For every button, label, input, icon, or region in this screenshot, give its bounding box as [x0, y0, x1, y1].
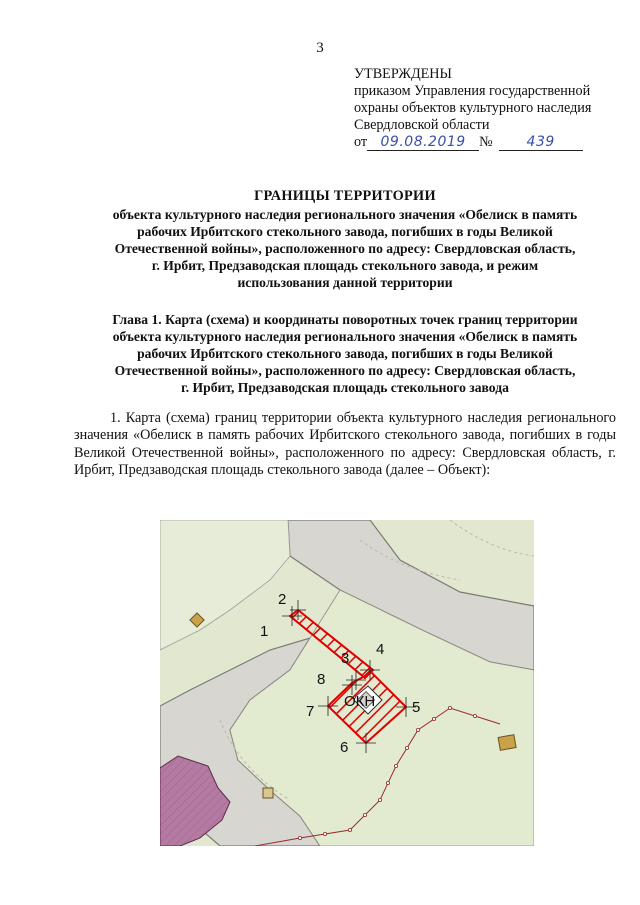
order-date: 09.08.2019 [367, 135, 479, 151]
point-label-5: 5 [412, 699, 421, 716]
point-label-3: 3 [341, 650, 350, 667]
point-label-6: 6 [340, 739, 349, 756]
approval-order-row [354, 134, 624, 151]
chapter-line: объекта культурного наследия регионального значения «Обелиск в память [112, 329, 578, 344]
approval-line: Свердловской области [354, 117, 490, 133]
approval-line: охраны объектов культурного наследия [354, 100, 592, 116]
map-svg [160, 520, 534, 846]
document-title: ГРАНИЦЫ ТЕРРИТОРИИ [254, 188, 436, 204]
map-object [498, 735, 516, 751]
chapter-line: Глава 1. Карта (схема) и координаты поворотных точек границ территории [112, 312, 578, 327]
point-label-1: 1 [260, 623, 269, 640]
point-label-8: 8 [317, 671, 326, 688]
map-object [263, 788, 273, 798]
chapter-line: Отечественной войны», расположенного по адресу: Свердловская область, [114, 363, 576, 378]
order-number: 439 [499, 135, 583, 151]
paragraph-1: 1. Карта (схема) границ территории объекта культурного наследия регионального значения «Обелиск в память рабочих Ирбитского стекольного завода, погибших в годы Великой Отечественной войны», расположенного по адресу: Свердловская область, г. Ирбит, Предзаводская площадь стекольного завода (далее – Объект): [74, 410, 616, 478]
approval-line: приказом Управления государственной [354, 83, 591, 99]
point-label-4: 4 [376, 641, 385, 658]
subtitle-line: рабочих Ирбитского стекольного завода, погибших в годы Великой [137, 224, 553, 239]
number-label: № [479, 134, 493, 150]
chapter-line: рабочих Ирбитского стекольного завода, погибших в годы Великой [137, 346, 553, 361]
subtitle-line: использования данной территории [237, 275, 453, 290]
approval-title: УТВЕРЖДЕНЫ [354, 66, 452, 82]
point-label-2: 2 [278, 591, 287, 608]
subtitle-line: г. Ирбит, Предзаводская площадь стекольного завода, и режим [151, 258, 539, 273]
okn-label: ОКН [344, 693, 376, 710]
subtitle-line: объекта культурного наследия регионального значения «Обелиск в память [112, 207, 578, 222]
from-label: от [354, 134, 368, 150]
page-number: 3 [316, 40, 324, 56]
approval-block [354, 66, 624, 151]
chapter-heading [74, 311, 616, 396]
point-label-7: 7 [306, 703, 315, 720]
document-subtitle [74, 206, 616, 291]
boundary-map [160, 520, 534, 846]
subtitle-line: Отечественной войны», расположенного по адресу: Свердловская область, [114, 241, 576, 256]
chapter-line: г. Ирбит, Предзаводская площадь стекольного завода [181, 380, 509, 395]
